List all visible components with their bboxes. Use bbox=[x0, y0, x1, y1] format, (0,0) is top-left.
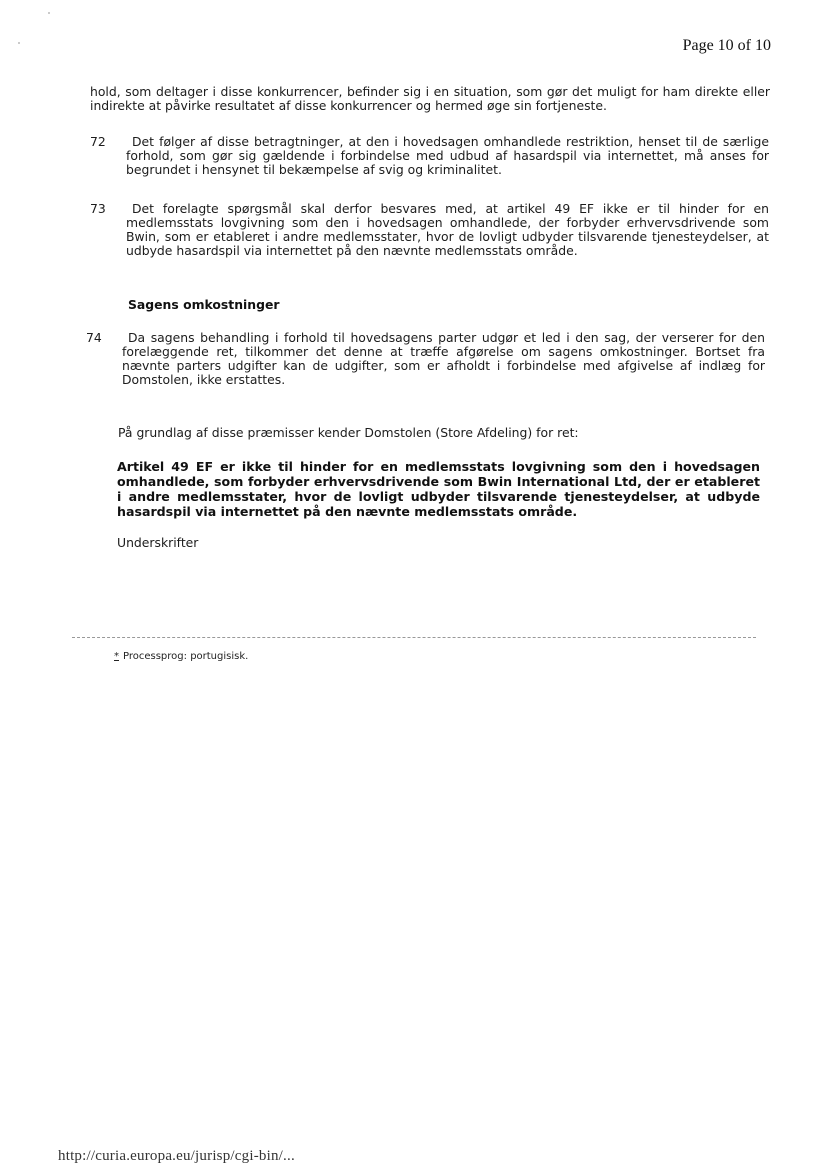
scan-speck bbox=[18, 42, 20, 44]
paragraph-number: 73 bbox=[90, 201, 106, 216]
paragraph-number: 74 bbox=[86, 330, 102, 345]
paragraph-74: Da sagens behandling i forhold til hovedsagens parter udgør et led i den sag, der verserer for den forelæggende ret, tilkommer det denne at træffe afgørelse om sagens omkostninger. Bortset fra nævnte parters udgifter kan de udgifter, som er afholdt i forbindelse med afgivelse af indlæg for Domstolen, ikke erstattes. bbox=[122, 330, 765, 387]
footer-url[interactable]: http://curia.europa.eu/jurisp/cgi-bin/... bbox=[58, 1148, 295, 1164]
footnote-text: Processprog: portugisisk. bbox=[123, 651, 249, 662]
paragraph-73: Det forelagte spørgsmål skal derfor besvares med, at artikel 49 EF ikke er til hinder for en medlemsstats lovgivning som den i hovedsagen omhandlede, der forbyder erhvervsdrivende som Bwin, som er etableret i andre medlemsstater, hvor de lovligt udbyder tilsvarende tjenesteydelser, at udbyde hasardspil via internettet på den nævnte medlemsstats område. bbox=[126, 201, 769, 258]
paragraph-72: Det følger af disse betragtninger, at den i hovedsagen omhandlede restriktion, henset til de særlige forhold, som gør sig gældende i forbindelse med udbud af hasardspil via internettet, må anses for begrundet i hensynet til bekæmpelse af svig og kriminalitet. bbox=[126, 134, 769, 177]
scan-speck bbox=[48, 12, 50, 14]
footnote-marker: * bbox=[114, 651, 119, 662]
footnote bbox=[114, 651, 248, 662]
section-heading: Sagens omkostninger bbox=[128, 297, 280, 312]
signatures: Underskrifter bbox=[117, 535, 199, 550]
paragraph-number: 72 bbox=[90, 134, 106, 149]
ruling-text: Artikel 49 EF er ikke til hinder for en medlemsstats lovgivning som den i hovedsagen omhandlede, som forbyder erhvervsdrivende som Bwin International Ltd, der er etableret i andre medlemsstater, hvor de lovligt udbyder tilsvarende tjenesteydelser, at udbyde hasardspil via internettet på den nævnte medlemsstats område. bbox=[117, 459, 760, 519]
paragraph-continuation: hold, som deltager i disse konkurrencer, befinder sig i en situation, som gør det muligt for ham direkte eller indirekte at påvirke resultatet af disse konkurrencer og hermed øge sin fortjeneste. bbox=[90, 84, 770, 113]
page-indicator: Page 10 of 10 bbox=[682, 37, 771, 54]
footnote-divider bbox=[72, 637, 756, 638]
ruling-intro: På grundlag af disse præmisser kender Domstolen (Store Afdeling) for ret: bbox=[118, 425, 579, 440]
